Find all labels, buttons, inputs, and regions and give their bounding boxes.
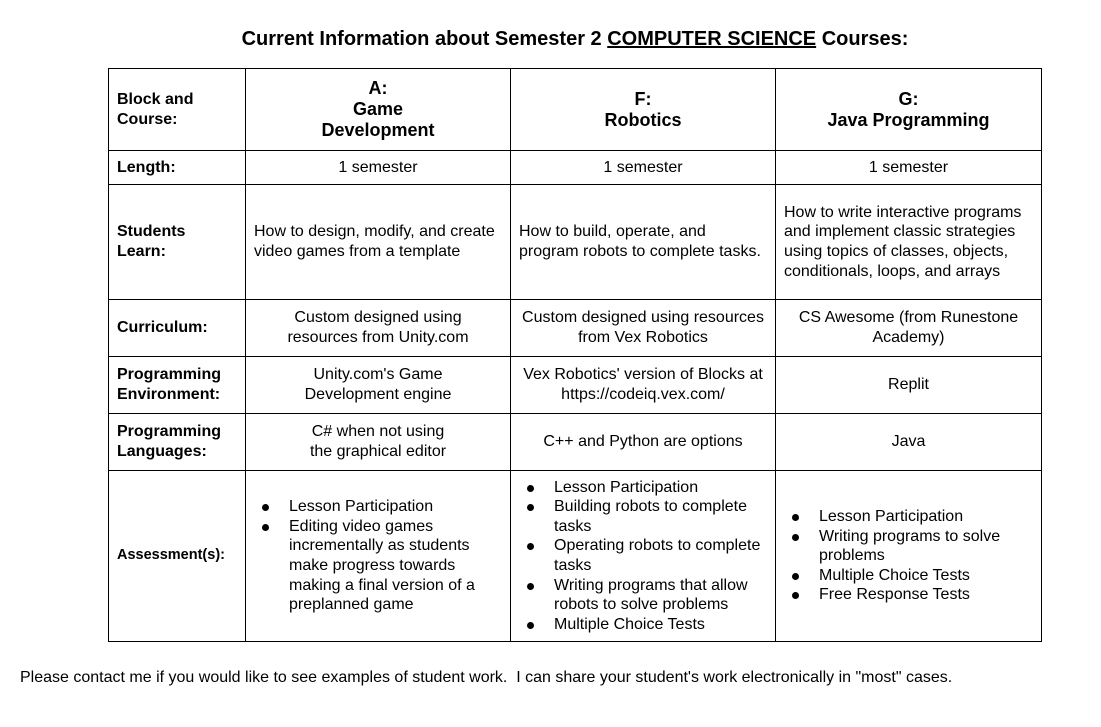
course-header-a <box>246 69 511 151</box>
list-item-text: Operating robots to complete tasks <box>554 537 761 574</box>
cell-learn: How to design, modify, and create video games from a template <box>246 185 511 300</box>
bullet-icon <box>792 534 799 541</box>
bullet-icon <box>527 583 534 590</box>
table-row-length <box>109 151 1042 185</box>
list-item-text: Free Response Tests <box>819 586 970 604</box>
course-table <box>108 68 1042 642</box>
list-item <box>519 615 767 635</box>
course-name: Java Programming <box>827 109 990 130</box>
bullet-icon <box>527 622 534 629</box>
list-item <box>519 536 767 575</box>
cell-assessments <box>511 471 776 642</box>
course-name: Robotics <box>604 109 682 130</box>
list-item-text: Editing video games incrementally as students make progress towards making a final version of a preplanned game <box>289 517 475 614</box>
cell-length: 1 semester <box>776 151 1042 185</box>
list-item <box>254 497 502 517</box>
bullet-icon <box>527 504 534 511</box>
course-header-g <box>776 69 1042 151</box>
title-highlight: COMPUTER SCIENCE <box>607 28 817 50</box>
list-item-text: Writing programs that allow robots to solve problems <box>554 576 748 614</box>
assessment-list <box>519 478 767 635</box>
list-item <box>254 517 502 615</box>
bullet-icon <box>527 485 534 492</box>
cell-environment: Replit <box>776 357 1042 414</box>
list-item-text: Writing programs to solve problems <box>819 527 1001 565</box>
cell-learn: How to build, operate, and program robots to complete tasks. <box>511 185 776 300</box>
bullet-icon <box>262 524 269 531</box>
list-item <box>519 497 767 536</box>
cell-learn: How to write interactive programs and implement classic strategies using topics of classes, objects, conditionals, loops, and arrays <box>776 185 1042 300</box>
bullet-icon <box>792 514 799 521</box>
cell-curriculum: Custom designed using resources from Vex Robotics <box>511 300 776 357</box>
cell-curriculum: Custom designed using resources from Unity.com <box>246 300 511 357</box>
list-item <box>784 527 1033 566</box>
table-row-block-course <box>109 69 1042 151</box>
list-item <box>784 566 1033 586</box>
cell-languages: C++ and Python are options <box>511 414 776 471</box>
row-label-curriculum: Curriculum: <box>109 300 246 357</box>
row-label-students-learn: Students Learn: <box>109 185 246 300</box>
assessment-list <box>254 497 502 615</box>
cell-curriculum: CS Awesome (from Runestone Academy) <box>776 300 1042 357</box>
page-title <box>0 27 1101 51</box>
bullet-icon <box>527 543 534 550</box>
cell-environment: Unity.com's Game Development engine <box>246 357 511 414</box>
cell-length: 1 semester <box>511 151 776 185</box>
table-row-environment <box>109 357 1042 414</box>
table-row-languages <box>109 414 1042 471</box>
table-row-assessment <box>109 471 1042 642</box>
bullet-icon <box>262 504 269 511</box>
table-row-curriculum <box>109 300 1042 357</box>
cell-languages: Java <box>776 414 1042 471</box>
list-item <box>519 478 767 498</box>
bullet-icon <box>792 592 799 599</box>
course-block: G: <box>898 88 919 109</box>
cell-length: 1 semester <box>246 151 511 185</box>
title-suffix: Courses: <box>816 28 909 50</box>
footer-note: Please contact me if you would like to see examples of student work. I can share your student's work electronically in "most" cases. <box>20 669 953 686</box>
row-label-assessment: Assessment(s): <box>109 471 246 642</box>
list-item-text: Multiple Choice Tests <box>819 566 970 584</box>
cell-languages: C# when not using the graphical editor <box>246 414 511 471</box>
course-block: A: <box>368 78 388 98</box>
row-label-languages: Programming Languages: <box>109 414 246 471</box>
list-item-text: Multiple Choice Tests <box>554 615 705 633</box>
cell-assessments <box>776 471 1042 642</box>
cell-assessments <box>246 471 511 642</box>
list-item-text: Lesson Participation <box>289 498 434 516</box>
list-item <box>784 585 1033 605</box>
list-item-text: Building robots to complete tasks <box>554 498 747 535</box>
cell-environment: Vex Robotics' version of Blocks at https://codeiq.vex.com/ <box>511 357 776 414</box>
row-label-block-course: Block and Course: <box>109 69 246 151</box>
list-item-text: Lesson Participation <box>554 478 699 496</box>
list-item <box>784 507 1033 527</box>
table-row-students-learn <box>109 185 1042 300</box>
course-header-f <box>511 69 776 151</box>
row-label-environment: Programming Environment: <box>109 357 246 414</box>
list-item-text: Lesson Participation <box>819 508 964 526</box>
row-label-length: Length: <box>109 151 246 185</box>
course-name: Game Development <box>321 99 435 140</box>
list-item <box>519 576 767 615</box>
title-prefix: Current Information about Semester 2 <box>241 28 608 50</box>
bullet-icon <box>792 573 799 580</box>
course-block: F: <box>634 88 652 109</box>
assessment-list <box>784 507 1033 605</box>
